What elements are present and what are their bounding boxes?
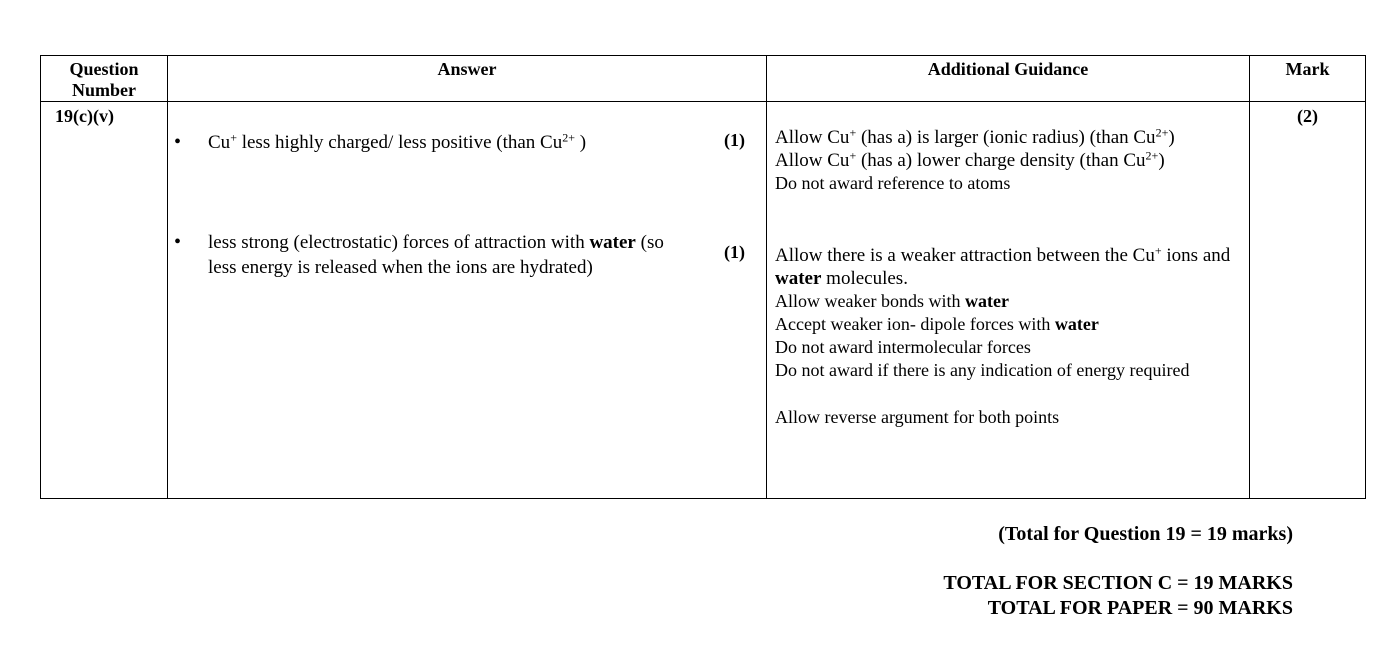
- guidance-line: Allow Cu+ (has a) lower charge density (than $Cu^{2+}$): [775, 148, 1165, 171]
- question-number-cell: [41, 102, 168, 499]
- guidance-cell: [767, 102, 1250, 499]
- question-total: (Total for Question 19 = 19 marks): [998, 523, 1293, 545]
- guidance-line: Allow there is a weaker attraction between the Cu+ ions and water molecules.: [775, 243, 1231, 289]
- guidance-line: Do not award reference to atoms: [775, 173, 1011, 193]
- answer-point-1-mark: (1): [724, 130, 745, 150]
- mark-scheme-table: [40, 55, 1366, 499]
- bullet-icon: •: [174, 131, 182, 153]
- answer-point-1: [174, 130, 688, 155]
- answer-point-2-text: less strong (electrostatic) forces of attraction with water (so less energy is released when the ions are hydrated): [208, 232, 664, 278]
- answer-point-2: [174, 230, 688, 280]
- answer-cell: [168, 102, 767, 499]
- header-additional-guidance: Additional Guidance: [767, 56, 1250, 102]
- mark-cell: [1250, 102, 1366, 499]
- header-answer: Answer: [168, 56, 767, 102]
- section-total: TOTAL FOR SECTION C = 19 MARKS: [943, 572, 1293, 594]
- table-row: [41, 102, 1366, 499]
- answer-point-1-text: Cu+ less highly charged/ less positive (than $Cu^{2+}$ ): [208, 130, 587, 153]
- paper-total: TOTAL FOR PAPER = 90 MARKS: [987, 597, 1293, 619]
- mark-value: (2): [1297, 106, 1318, 126]
- guidance-line: Allow weaker bonds with water: [775, 291, 1009, 311]
- bullet-icon: •: [174, 231, 182, 253]
- guidance-line: Accept weaker ion- dipole forces with water: [775, 314, 1099, 334]
- guidance-group-2: [775, 244, 1243, 382]
- header-row: [41, 56, 1366, 102]
- guidance-group-1: [775, 126, 1243, 195]
- guidance-line: Allow reverse argument for both points: [775, 407, 1060, 427]
- header-mark: Mark: [1250, 56, 1366, 102]
- header-question-number: Question Number: [41, 56, 168, 102]
- answer-point-2-mark: (1): [724, 242, 745, 262]
- guidance-group-3: [775, 406, 1243, 429]
- guidance-line: Allow Cu+ (has a) is larger (ionic radius) (than $Cu^{2+}$): [775, 125, 1175, 148]
- guidance-line: Do not award if there is any indication of energy required: [775, 360, 1190, 380]
- question-number: 19(c)(v): [55, 106, 114, 126]
- guidance-line: Do not award intermolecular forces: [775, 337, 1031, 357]
